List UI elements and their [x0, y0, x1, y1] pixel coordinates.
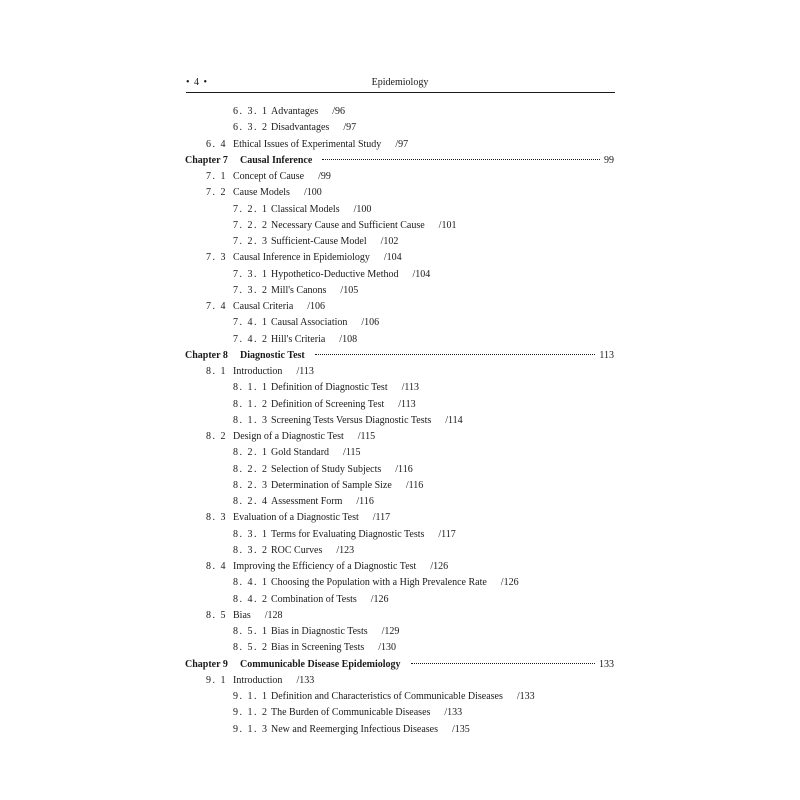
toc-subsection-row — [0, 640, 800, 656]
dot-leader — [322, 159, 600, 160]
toc-entry-title: Sufficient-Cause Model — [271, 236, 367, 247]
toc-entry-title-wrap — [233, 299, 325, 315]
toc-subsection-row — [0, 413, 800, 429]
toc-entry-number: 7. 2. 1 — [233, 203, 269, 215]
toc-entry-title: Evaluation of a Diagnostic Test — [233, 512, 359, 524]
toc-entry-page: /97 — [395, 138, 409, 150]
toc-section-row — [0, 364, 800, 380]
toc-entry-title-wrap — [233, 250, 402, 266]
toc-entry-title-wrap — [271, 413, 463, 429]
running-header — [186, 77, 614, 93]
toc-entry-title-wrap — [240, 657, 614, 673]
toc-entry-number: 9. 1 — [206, 674, 227, 686]
toc-entry-title: Bias — [233, 609, 251, 621]
toc-entry-title-wrap — [271, 462, 413, 478]
toc-entry-title-wrap — [271, 527, 456, 543]
toc-entry-title: Hypothetico-Deductive Method — [271, 268, 399, 280]
toc-entry-number: 7. 1 — [206, 171, 227, 182]
toc-entry-title: Introduction — [233, 674, 283, 686]
toc-section-row — [0, 169, 800, 185]
toc-entry-title-wrap — [233, 169, 331, 185]
toc-entry-page: /133 — [444, 707, 463, 719]
toc-section-row — [0, 429, 800, 445]
toc-entry-title-wrap — [233, 673, 314, 689]
toc-entry-title-wrap — [271, 234, 398, 250]
toc-entry-title: Improving the Efficiency of a Diagnostic Test — [233, 561, 417, 572]
toc-subsection-row — [0, 332, 800, 348]
toc-entry-page: /114 — [445, 414, 463, 426]
toc-subsection-row — [0, 527, 800, 543]
toc-chapter-title: Causal Inference — [240, 154, 313, 166]
toc-section-row — [0, 510, 800, 526]
toc-entry-page: /113 — [398, 398, 416, 410]
toc-subsection-row — [0, 267, 800, 283]
toc-section-row — [0, 299, 800, 315]
toc-entry-number: 7. 2. 3 — [233, 236, 269, 247]
toc-entry-title: New and Reemerging Infectious Diseases — [271, 723, 438, 735]
toc-entry-page: /129 — [381, 626, 400, 637]
toc-entry-title-wrap — [271, 218, 456, 234]
toc-subsection-row — [0, 462, 800, 478]
toc-chapter-title: Communicable Disease Epidemiology — [240, 658, 401, 670]
toc-entry-page: /135 — [452, 723, 470, 735]
toc-entry-number: 6. 4 — [206, 138, 227, 150]
toc-subsection-row — [0, 104, 800, 120]
toc-entry-title-wrap — [271, 202, 371, 218]
toc-entry-number: 8. 2. 4 — [233, 496, 269, 507]
toc-entry-title-wrap — [271, 494, 374, 510]
toc-entry-number: 8. 1 — [206, 366, 227, 377]
toc-entry-page: /96 — [332, 106, 345, 117]
toc-subsection-row — [0, 283, 800, 299]
toc-entry-title: Choosing the Population with a High Prevalence Rate — [271, 577, 487, 589]
toc-entry-number: 8. 2. 3 — [233, 479, 269, 491]
toc-entry-title: Combination of Tests — [271, 593, 357, 605]
toc-entry-number: Chapter 8 — [185, 349, 228, 361]
toc-subsection-row — [0, 202, 800, 218]
toc-entry-title: Terms for Evaluating Diagnostic Tests — [271, 528, 425, 540]
toc-entry-number: 7. 3 — [206, 252, 227, 264]
toc-chapter-page: 99 — [604, 154, 614, 166]
toc-entry-page: /104 — [383, 252, 402, 264]
toc-entry-title-wrap — [271, 722, 470, 738]
toc-entry-number: 8. 4. 1 — [233, 577, 269, 589]
toc-entry-page: /105 — [340, 284, 359, 296]
toc-entry-page: /113 — [401, 382, 420, 394]
toc-chapter-page: 133 — [599, 658, 614, 670]
toc-subsection-row — [0, 575, 800, 591]
toc-entry-number: 8. 3. 1 — [233, 528, 269, 540]
toc-chapter-title: Diagnostic Test — [240, 349, 305, 361]
toc-section-row — [0, 185, 800, 201]
toc-entry-page: /99 — [318, 171, 331, 182]
toc-entry-title-wrap — [233, 608, 283, 624]
toc-entry-page: /100 — [353, 203, 372, 215]
toc-entry-number: 9. 1. 1 — [233, 691, 269, 702]
toc-entry-title-wrap — [271, 104, 345, 120]
toc-entry-title-wrap — [271, 575, 519, 591]
toc-entry-title-wrap — [233, 559, 448, 575]
toc-entry-title: Concept of Cause — [233, 171, 305, 182]
toc-entry-page: /126 — [370, 593, 389, 605]
toc-entry-title: Determination of Sample Size — [271, 479, 392, 491]
toc-entry-number: 8. 4 — [206, 561, 227, 572]
toc-entry-number: 8. 2. 1 — [233, 447, 269, 459]
toc-entry-title-wrap — [271, 380, 419, 396]
toc-entry-page: /102 — [380, 236, 399, 247]
toc-subsection-row — [0, 315, 800, 331]
toc-entry-number: Chapter 7 — [185, 154, 228, 166]
toc-entry-number: 6. 3. 2 — [233, 122, 269, 134]
toc-entry-title: Disadvantages — [271, 122, 330, 134]
toc-section-row — [0, 673, 800, 689]
toc-entry-title: Mill's Canons — [271, 284, 327, 296]
toc-entry-title: Bias in Diagnostic Tests — [271, 626, 368, 637]
toc-subsection-row — [0, 592, 800, 608]
toc-section-row — [0, 559, 800, 575]
toc-entry-number: 7. 4 — [206, 301, 227, 312]
toc-entry-page: /117 — [372, 512, 391, 524]
toc-entry-number: 8. 1. 1 — [233, 382, 269, 394]
toc-entry-title-wrap — [271, 397, 416, 413]
toc-entry-number: 8. 3 — [206, 512, 227, 524]
toc-entry-title: ROC Curves — [271, 544, 323, 556]
toc-section-row — [0, 137, 800, 153]
toc-entry-page: /115 — [357, 431, 376, 442]
toc-entry-number: 8. 3. 2 — [233, 544, 269, 556]
toc-entry-title: Causal Association — [271, 317, 348, 329]
toc-subsection-row — [0, 689, 800, 705]
toc-entry-number: 7. 3. 1 — [233, 268, 269, 280]
toc-entry-number: 7. 3. 2 — [233, 284, 269, 296]
toc-entry-page: /133 — [516, 691, 535, 702]
toc-entry-page: /106 — [361, 317, 380, 329]
toc-entry-title-wrap — [233, 185, 322, 201]
toc-entry-title-wrap — [271, 705, 462, 721]
toc-entry-title: Definition of Diagnostic Test — [271, 382, 388, 394]
toc-subsection-row — [0, 624, 800, 640]
toc-subsection-row — [0, 705, 800, 721]
toc-chapter-row — [0, 348, 800, 364]
toc-entry-number: 7. 2. 2 — [233, 219, 269, 231]
toc-entry-number: 8. 5. 2 — [233, 642, 269, 654]
toc-entry-title: The Burden of Communicable Diseases — [271, 707, 431, 719]
toc-entry-page: /117 — [438, 528, 456, 540]
toc-entry-page: /97 — [343, 122, 357, 134]
toc-entry-number: Chapter 9 — [185, 658, 228, 670]
toc-subsection-row — [0, 494, 800, 510]
page-number: • 4 • — [186, 77, 209, 88]
toc-entry-page: /113 — [296, 366, 314, 377]
toc-entry-title-wrap — [271, 315, 379, 331]
toc-entry-page: /126 — [430, 561, 449, 572]
toc-entry-number: 8. 2 — [206, 431, 227, 442]
toc-entry-page: /123 — [336, 544, 355, 556]
toc-subsection-row — [0, 380, 800, 396]
toc-entry-number: 6. 3. 1 — [233, 106, 269, 117]
toc-entry-page: /116 — [356, 496, 374, 507]
table-of-contents — [0, 104, 800, 738]
toc-entry-title-wrap — [240, 153, 614, 169]
header-rule — [186, 92, 615, 93]
toc-entry-number: 8. 1. 2 — [233, 398, 269, 410]
toc-subsection-row — [0, 120, 800, 136]
toc-entry-title: Screening Tests Versus Diagnostic Tests — [271, 414, 432, 426]
toc-chapter-row — [0, 153, 800, 169]
dot-leader — [315, 354, 596, 355]
toc-entry-number: 7. 4. 1 — [233, 317, 269, 329]
toc-subsection-row — [0, 722, 800, 738]
toc-entry-title-wrap — [240, 348, 614, 364]
toc-entry-page: /126 — [500, 577, 519, 589]
toc-entry-title-wrap — [233, 510, 390, 526]
toc-subsection-row — [0, 234, 800, 250]
toc-entry-title-wrap — [271, 120, 356, 136]
toc-entry-title: Classical Models — [271, 203, 340, 215]
toc-entry-page: /108 — [339, 333, 358, 345]
toc-entry-number: 8. 1. 3 — [233, 414, 269, 426]
toc-chapter-page: 113 — [599, 349, 614, 361]
toc-entry-page: /128 — [264, 609, 283, 621]
toc-entry-title-wrap — [271, 543, 354, 559]
toc-subsection-row — [0, 218, 800, 234]
toc-entry-page: /115 — [343, 447, 361, 459]
toc-entry-title: Hill's Criteria — [271, 333, 326, 345]
toc-entry-page: /130 — [378, 642, 397, 654]
toc-subsection-row — [0, 543, 800, 559]
toc-entry-number: 9. 1. 3 — [233, 723, 269, 735]
toc-entry-title: Ethical Issues of Experimental Study — [233, 138, 382, 150]
toc-subsection-row — [0, 397, 800, 413]
toc-entry-number: 8. 5 — [206, 609, 227, 621]
toc-entry-number: 9. 1. 2 — [233, 707, 269, 719]
toc-entry-title: Selection of Study Subjects — [271, 463, 382, 475]
toc-entry-title-wrap — [271, 689, 535, 705]
toc-entry-page: /106 — [307, 301, 326, 312]
book-title: Epidemiology — [371, 77, 429, 88]
toc-entry-title-wrap — [271, 267, 430, 283]
toc-entry-page: /133 — [296, 674, 315, 686]
toc-entry-title-wrap — [233, 429, 375, 445]
toc-entry-number: 7. 2 — [206, 187, 227, 199]
toc-section-row — [0, 250, 800, 266]
toc-entry-title: Design of a Diagnostic Test — [233, 431, 344, 442]
toc-entry-title: Assessment Form — [271, 496, 343, 507]
toc-entry-title-wrap — [233, 364, 314, 380]
toc-entry-title: Cause Models — [233, 187, 290, 199]
toc-chapter-row — [0, 657, 800, 673]
toc-entry-title-wrap — [271, 592, 389, 608]
toc-entry-page: /116 — [395, 463, 413, 475]
toc-entry-title: Gold Standard — [271, 447, 330, 459]
toc-entry-title: Definition of Screening Test — [271, 398, 385, 410]
toc-entry-title-wrap — [271, 445, 360, 461]
toc-entry-page: /116 — [405, 479, 424, 491]
toc-entry-number: 7. 4. 2 — [233, 333, 269, 345]
toc-entry-page: /100 — [303, 187, 322, 199]
toc-entry-number: 8. 5. 1 — [233, 626, 269, 637]
toc-entry-number: 8. 2. 2 — [233, 463, 269, 475]
toc-entry-title-wrap — [233, 137, 408, 153]
toc-entry-title: Causal Inference in Epidemiology — [233, 252, 370, 264]
toc-section-row — [0, 608, 800, 624]
toc-subsection-row — [0, 445, 800, 461]
toc-entry-title-wrap — [271, 624, 399, 640]
dot-leader — [411, 663, 595, 664]
toc-entry-number: 8. 4. 2 — [233, 593, 269, 605]
toc-entry-title: Definition and Characteristics of Communicable Diseases — [271, 691, 503, 702]
toc-entry-title: Necessary Cause and Sufficient Cause — [271, 219, 425, 231]
toc-entry-title: Advantages — [271, 106, 319, 117]
toc-entry-title-wrap — [271, 478, 423, 494]
toc-entry-title: Bias in Screening Tests — [271, 642, 365, 654]
toc-subsection-row — [0, 478, 800, 494]
toc-entry-title-wrap — [271, 332, 357, 348]
toc-entry-title: Causal Criteria — [233, 301, 294, 312]
toc-entry-title-wrap — [271, 283, 358, 299]
toc-entry-page: /101 — [438, 219, 457, 231]
toc-entry-page: /104 — [412, 268, 431, 280]
toc-entry-title: Introduction — [233, 366, 283, 377]
toc-entry-title-wrap — [271, 640, 396, 656]
